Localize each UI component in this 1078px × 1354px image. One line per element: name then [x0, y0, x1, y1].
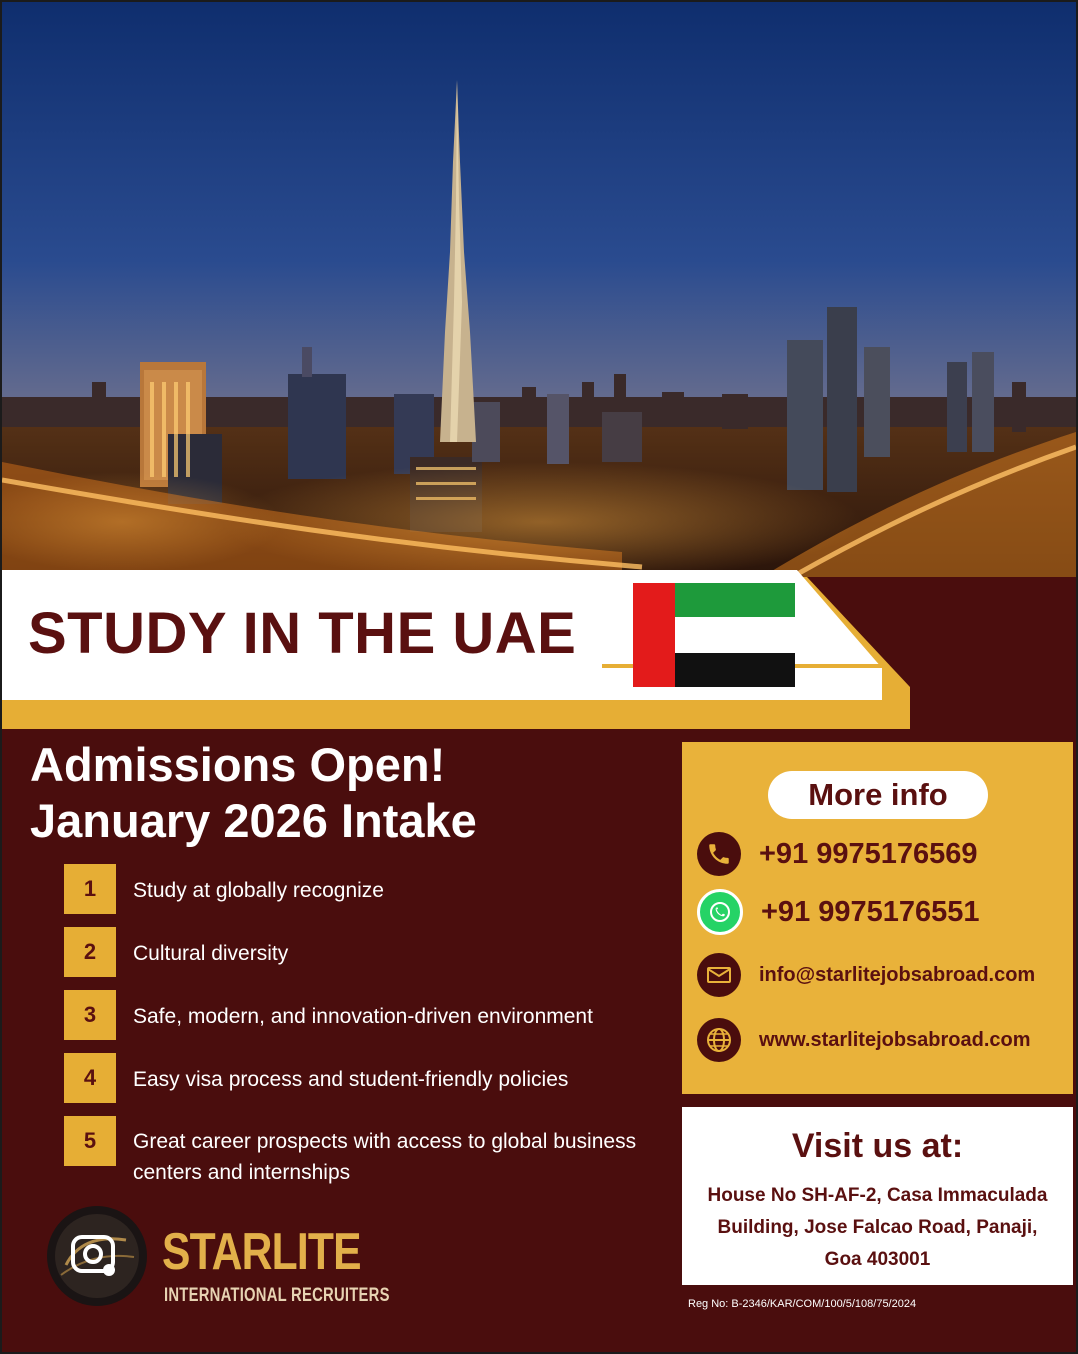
mail-icon — [697, 953, 741, 997]
feature-text: Great career prospects with access to global business centers and internships — [133, 1130, 637, 1184]
registration-number: Reg No: B-2346/KAR/COM/100/5/108/75/2024 — [688, 1298, 917, 1310]
hero-city-image — [2, 2, 1076, 577]
admissions-headline — [30, 737, 477, 849]
headline-line-2: January 2026 Intake — [30, 794, 477, 847]
email-row[interactable] — [697, 953, 1035, 997]
brand-name: STARLITE — [162, 1223, 361, 1281]
feature-text: Easy visa process and student-friendly policies — [133, 1068, 569, 1091]
phone-icon — [697, 832, 741, 876]
feature-number: 5 — [64, 1116, 116, 1166]
headline-line-1: Admissions Open! — [30, 738, 446, 791]
phone-row-2[interactable] — [697, 889, 980, 935]
more-info-label: More info — [768, 771, 988, 819]
feature-text: Study at globally recognize — [133, 879, 384, 902]
feature-number: 4 — [64, 1053, 116, 1103]
email-link: info@starlitejobsabroad.com — [759, 963, 1036, 986]
address-line-3: Goa 403001 — [824, 1249, 931, 1270]
phone-number-1: +91 9975176569 — [759, 837, 978, 870]
uae-flag-icon — [633, 583, 795, 687]
address-text — [682, 1180, 1073, 1276]
contact-info-box — [682, 742, 1073, 1094]
feature-number: 2 — [64, 927, 116, 977]
website-row[interactable] — [697, 1018, 1031, 1062]
feature-number: 1 — [64, 864, 116, 914]
visit-heading: Visit us at: — [791, 1127, 964, 1165]
address-line-1: House No SH-AF-2, Casa Immaculada — [707, 1185, 1048, 1206]
globe-icon — [697, 1018, 741, 1062]
address-box — [682, 1107, 1073, 1285]
phone-row-1[interactable] — [697, 832, 978, 876]
feature-number: 3 — [64, 990, 116, 1040]
feature-text: Safe, modern, and innovation-driven environment — [133, 1005, 593, 1028]
feature-text: Cultural diversity — [133, 942, 289, 965]
brand-tagline: INTERNATIONAL RECRUITERS — [164, 1285, 390, 1306]
phone-number-2: +91 9975176551 — [761, 895, 980, 928]
poster — [2, 2, 1076, 1352]
whatsapp-icon — [697, 889, 743, 935]
website-link: www.starlitejobsabroad.com — [759, 1028, 1031, 1051]
starlite-logo-emblem[interactable] — [46, 1205, 148, 1307]
address-line-2: Building, Jose Falcao Road, Panaji, — [717, 1217, 1038, 1238]
page-title: STUDY IN THE UAE — [28, 601, 577, 666]
